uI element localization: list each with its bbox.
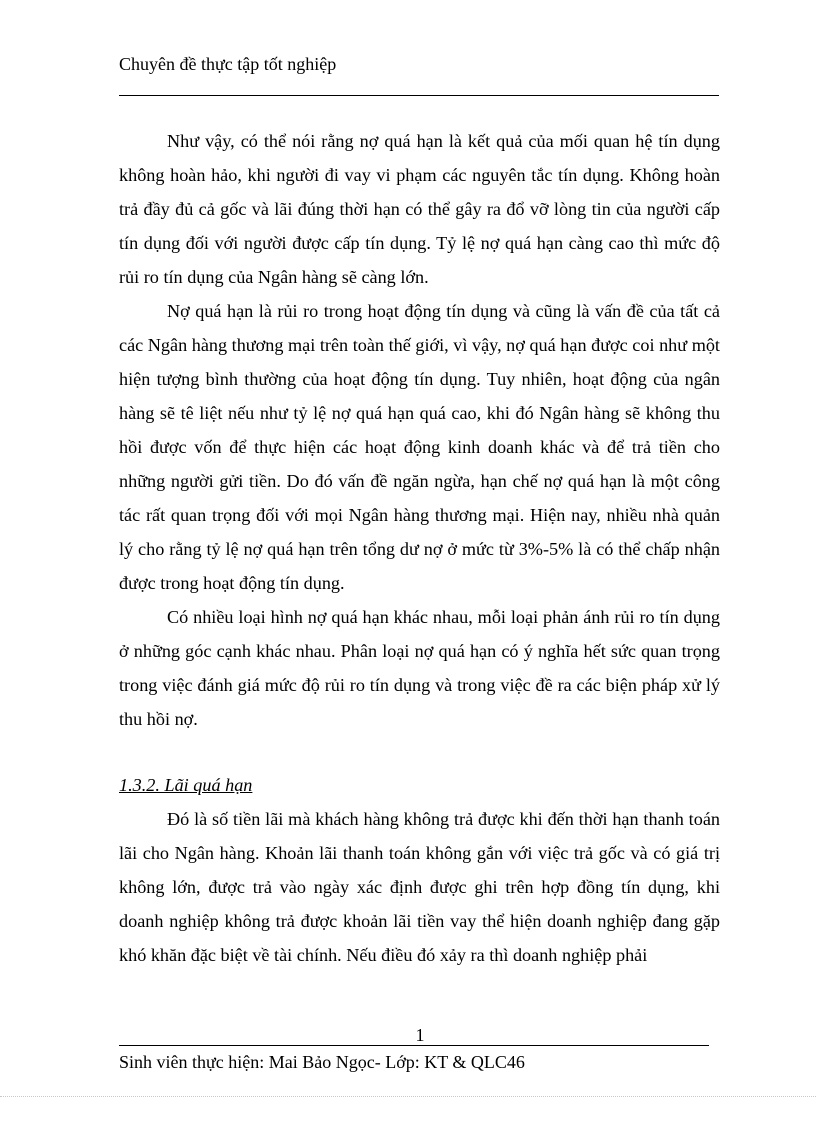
paragraph-2: Nợ quá hạn là rủi ro trong hoạt động tín dụng và cũng là vấn đề của tất cả các Ngân hàng thương mại trên toàn thế giới, vì vậy, nợ quá hạn được coi như một hiện tượng bình thường của hoạt động tín dụng. Tuy nhiên, hoạt động của ngân hàng sẽ tê liệt nếu như tỷ lệ nợ quá hạn quá cao, khi đó Ngân hàng sẽ không thu hồi được vốn để thực hiện các hoạt động kinh doanh khác và để trả tiền cho những người gửi tiền. Do đó vấn đề ngăn ngừa, hạn chế nợ quá hạn là một công tác rất quan trọng đối với mọi Ngân hàng thương mại. Hiện nay, nhiều nhà quản lý cho rằng tỷ lệ nợ quá hạn trên tổng dư nợ ở mức từ 3%-5% là có thể chấp nhận được trong hoạt động tín dụng.	[119, 301, 720, 593]
section-heading: 1.3.2. Lãi quá hạn	[119, 775, 253, 795]
footer-divider	[119, 1045, 709, 1046]
header-divider	[119, 95, 719, 96]
footer-author-line: Sinh viên thực hiện: Mai Bảo Ngọc- Lớp: KT & QLC46	[119, 1052, 525, 1072]
header-title: Chuyên đề thực tập tốt nghiệp	[119, 54, 337, 74]
paragraph-3: Có nhiều loại hình nợ quá hạn khác nhau, mỗi loại phản ánh rủi ro tín dụng ở những góc cạnh khác nhau. Phân loại nợ quá hạn có ý nghĩa hết sức quan trọng trong việc đánh giá mức độ rủi ro tín dụng và trong việc đề ra các biện pháp xử lý thu hồi nợ.	[119, 607, 720, 729]
section-paragraph: Đó là số tiền lãi mà khách hàng không trả được khi đến thời hạn thanh toán lãi cho Ngân hàng. Khoản lãi thanh toán không gắn với việc trả gốc và có giá trị không lớn, được trả vào ngày xác định được ghi trên hợp đồng tín dụng, khi doanh nghiệp không trả được khoản lãi tiền vay thể hiện doanh nghiệp đang gặp khó khăn đặc biệt về tài chính. Nếu điều đó xảy ra thì doanh nghiệp phải	[119, 809, 720, 965]
page-number: 1	[415, 1025, 425, 1045]
paragraph-1: Như vậy, có thể nói rằng nợ quá hạn là kết quả của mối quan hệ tín dụng không hoàn hảo, khi người đi vay vi phạm các nguyên tắc tín dụng. Không hoàn trả đầy đủ cả gốc và lãi đúng thời hạn có thể gây ra đổ vỡ lòng tin của người cấp tín dụng đối với người được cấp tín dụng. Tỷ lệ nợ quá hạn càng cao thì mức độ rủi ro tín dụng của Ngân hàng sẽ càng lớn.	[119, 131, 720, 287]
body-content	[119, 124, 720, 972]
page-bottom-dotted-line	[0, 1096, 816, 1097]
